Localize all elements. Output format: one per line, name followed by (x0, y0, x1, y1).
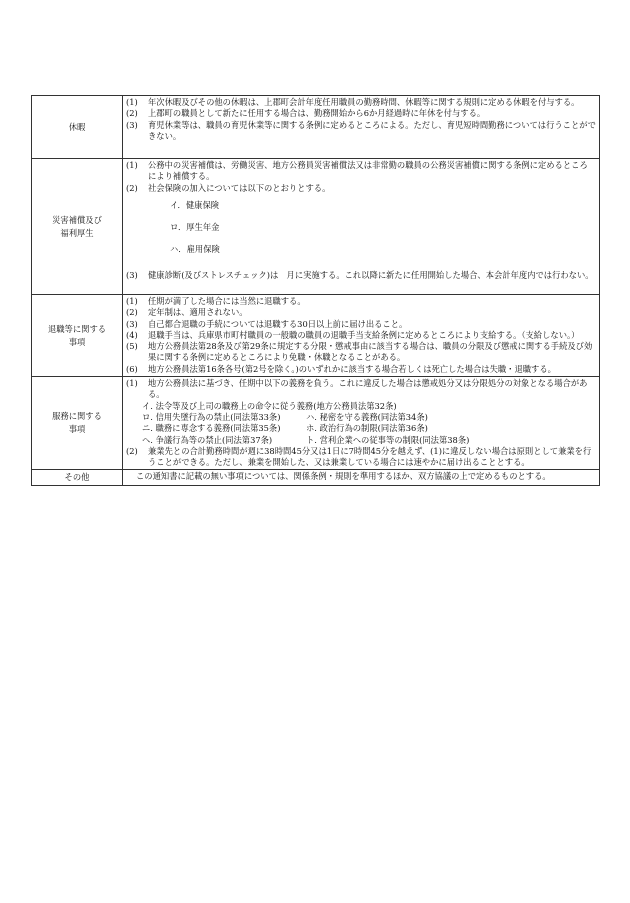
duty-item-2: (2) 兼業先との合計勤務時間が週に38時間45分又は1日に7時間45分を越えず、(1)に違反しない場合は原則として兼業を行うことができる。ただし、兼業を開始した、又は兼業している場合には速やかに届け出ることとする。 (126, 445, 592, 468)
leave-item-1: (1) 年次休暇及びその他の休暇は、上郡町会計年度任用職員の勤務時間、休暇等に関する規則に定める休暇を付与する。 (126, 97, 580, 107)
duty-content (123, 377, 600, 470)
other-header: その他 (32, 470, 123, 486)
welfare-item-2: (2) 社会保険の加入については以下のとおりとする。 (126, 182, 331, 193)
other-content: この通知書に記載の無い事項については、関係条例・規則を準用するほか、双方協議の上で定めるものとする。 (123, 470, 600, 486)
welfare-item-3: (3) 健康診断(及びストレスチェック)は 月に実施する。これ以降に新たに任用開始した場合、本会計年度内では行わない。 (126, 269, 594, 280)
insurance-employment: ハ．雇用保険 (170, 243, 220, 254)
welfare-item-1: (1) 公務中の災害補償は、労働災害、地方公務員災害補償法又は非常勤の職員の公務災害補償に関する条例に定めるところにより補償する。 (126, 160, 588, 182)
leave-header: 休暇 (32, 96, 123, 159)
leave-item-2: (2) 上郡町の職員として新たに任用する場合は、勤務開始から6か月経過時に年休を付与する。 (126, 108, 486, 119)
duty-header: 服務に関する 事項 (32, 377, 123, 470)
retire-item-5: (5) 地方公務員法第28条及び第29条に規定する分限・懲戒事由に該当する場合は、職員の分限及び懲戒に関する手続及び効果に関する条例に定めるところにより免職・休職となることがある。 (126, 341, 593, 363)
insurance-health: イ．健康保険 (170, 199, 220, 210)
duty-obligations-ro-ha: ロ. 信用失墜行為の禁止(同法第33条) ハ. 秘密を守る義務(同法第34条) (142, 411, 428, 422)
duty-obligations-he-to: ヘ. 争議行為等の禁止(同法第37条) ト. 営利企業への従事等の制限(同法第38条) (142, 434, 470, 445)
leave-content (123, 96, 600, 159)
leave-item-3: (3) 育児休業等は、職員の育児休業等に関する条例に定めるところによる。ただし、育児短時間勤務については行うことができない。 (126, 119, 596, 141)
leave-row (32, 96, 600, 159)
retirement-row (32, 295, 600, 377)
welfare-content (123, 159, 600, 295)
duty-obligations-ni-ho: ニ. 職務に専念する義務(同法第35条) ホ. 政治行為の制限(同法第36条) (142, 423, 428, 434)
retire-item-4: (4) 退職手当は、兵庫県市町村職員の一般職の職員の退職手当支給条例に定めるところにより支給する。（支給しない。） (126, 329, 580, 340)
insurance-pension: ロ．厚生年金 (170, 221, 220, 232)
duty-item-1: (1) 地方公務員法に基づき、任期中以下の義務を負う。これに違反した場合は懲戒処分又は分限処分の対象となる場合がある。 (126, 378, 588, 400)
other-row (32, 470, 600, 486)
employment-terms-table (31, 95, 600, 486)
retire-item-3: (3) 自己都合退職の手続については退職する30日以上前に届け出ること。 (126, 318, 408, 329)
welfare-row (32, 159, 600, 295)
retirement-content (123, 295, 600, 377)
retirement-header: 退職等に関する 事項 (32, 295, 123, 377)
retire-item-1: (1) 任期が満了した場合には当然に退職する。 (126, 296, 306, 306)
retire-item-2: (2) 定年制は、適用されない。 (126, 307, 248, 318)
retire-item-6: (6) 地方公務員法第16条各号(第2号を除く。)のいずれかに該当する場合若しくは死亡した場合は失職・退職する。 (126, 363, 556, 374)
duty-obligation-i: イ. 法令等及び上司の職務上の命令に従う義務(地方公務員法第32条) (142, 400, 397, 411)
welfare-header: 災害補償及び 福利厚生 (32, 159, 123, 295)
duty-row (32, 377, 600, 470)
